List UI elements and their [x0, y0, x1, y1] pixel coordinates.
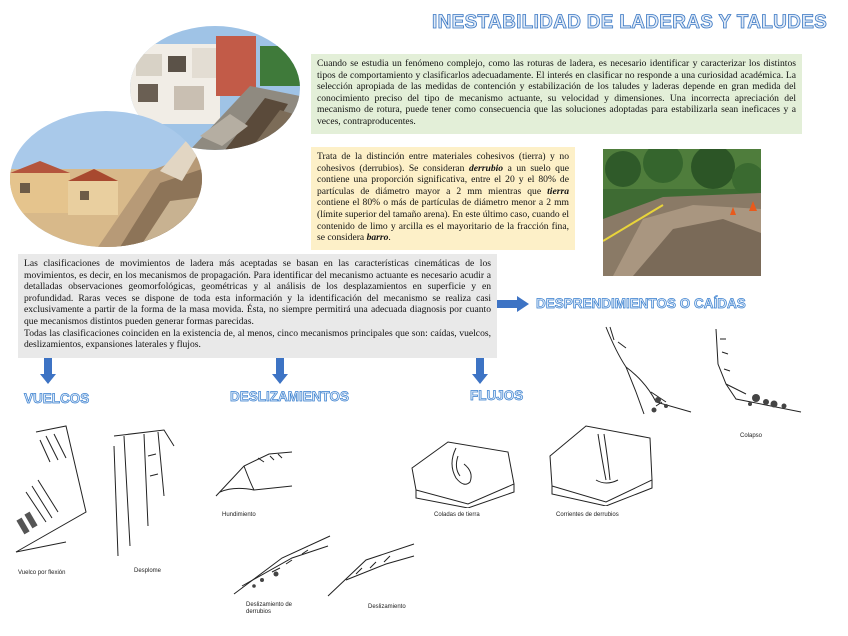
slide-sketch [326, 540, 416, 600]
collapse-sketch [706, 324, 806, 424]
section-vuelcos: VUELCOS [24, 391, 90, 406]
down-arrow-icon [272, 358, 288, 384]
term-barro: barro [366, 232, 389, 244]
term-derrubio: derrubio [468, 162, 504, 174]
collapsed-slope-photo [10, 111, 202, 247]
desplome-sketch [104, 426, 184, 566]
page-title: INESTABILIDAD DE LADERAS Y TALUDES [432, 12, 828, 33]
road-landslide-photo [603, 149, 761, 276]
caption-coladas-tierra: Coladas de tierra [434, 512, 480, 518]
caption-desplome: Desplome [134, 568, 162, 574]
classification-text-box [18, 254, 497, 358]
intro-paragraph: Cuando se estudia un fenómeno complejo, como las roturas de ladera, es necesario identificar y caracterizar los distintos tipos de comportamiento y clasificarlos adecuadamente. El interés en clasificar no responde a una curiosidad académica. La selección apropiada de las medidas de contención y estabilización de los taludes y laderas depende en gran medida del conocimiento preciso del tipo de mecanismo actuante, su velocidad y dimensiones. Una incorrecta apreciación del mecanismo de rotura, puede tener como consecuencia que las soluciones adoptadas para estabilizarla sean ineficaces y a veces, contraproducentes. [317, 58, 796, 127]
classification-paragraph-1: Las clasificaciones de movimientos de ladera más aceptadas se basan en las características cinemáticas de los movimientos, es decir, en los mecanismos de propagación. Para identificar del mecanismo actuante es necesario acudir a detalladas observaciones geomorfológicas, geométricas y al análisis de los desplazamientos en superficie y en profundidad. Raras veces se dispone de toda esta información y la identificación del mecanismo se realiza casi exclusivamente a partir de la forma de la masa movida. Ésta, no siempre permitirá una adecuada diagnosis por cuanto que mecanismos distintos pueden generar formas parecidas. [24, 258, 491, 327]
caption-deslizamiento: Deslizamiento [368, 604, 406, 610]
debris-slide-sketch [232, 528, 332, 598]
materials-text-1: Trata de la distinción entre materiales cohesivos (tierra) y no cohesivos (derrubios). Se consideran [317, 151, 569, 174]
debris-flow-sketch [546, 420, 656, 506]
caption-deslizamiento-derrubios: Deslizamiento de derrubios [246, 602, 293, 615]
caption-corrientes-derrubios: Corrientes de derrubios [556, 512, 619, 518]
hundimiento-sketch [214, 446, 294, 508]
section-flujos: FLUJOS [470, 388, 524, 403]
down-arrow-icon [472, 358, 488, 384]
materials-text-3: contiene el 80% o más de partículas de diámetro menor a 2 mm (límite superior del tamaño arena). En este último caso, cuando el contenido de limo y arcilla es el mayoritario de la fracción fina, se considera [317, 197, 570, 244]
materials-text-4: . [388, 232, 391, 244]
caption-hundimiento: Hundimiento [222, 512, 256, 518]
intro-text-box [311, 54, 802, 134]
earthflow-sketch [408, 428, 518, 508]
section-desprendimientos: DESPRENDIMIENTOS O CAÍDAS [536, 296, 746, 311]
materials-text-2: a un suelo que contiene una proporción significativa, entre el 20 y el 80% de partículas de diámetro mayor a 2 mm mientras que [317, 162, 569, 197]
down-arrow-icon [40, 358, 56, 384]
right-arrow-icon [497, 296, 529, 312]
materials-paragraph [317, 151, 569, 244]
rockfall-sketch [596, 322, 696, 422]
term-tierra: tierra [547, 185, 569, 197]
flexural-toppling-sketch [6, 422, 96, 562]
section-deslizamientos: DESLIZAMIENTOS [230, 389, 350, 404]
caption-colapso: Colapso [740, 433, 763, 439]
caption-vuelco-flexion: Vuelco por flexión [18, 570, 66, 576]
classification-paragraph-2: Todas las clasificaciones coinciden en la existencia de, al menos, cinco mecanismos principales que son: caídas, vuelcos, deslizamientos, expansiones laterales y flujos. [24, 327, 491, 351]
materials-text-box [311, 147, 575, 250]
